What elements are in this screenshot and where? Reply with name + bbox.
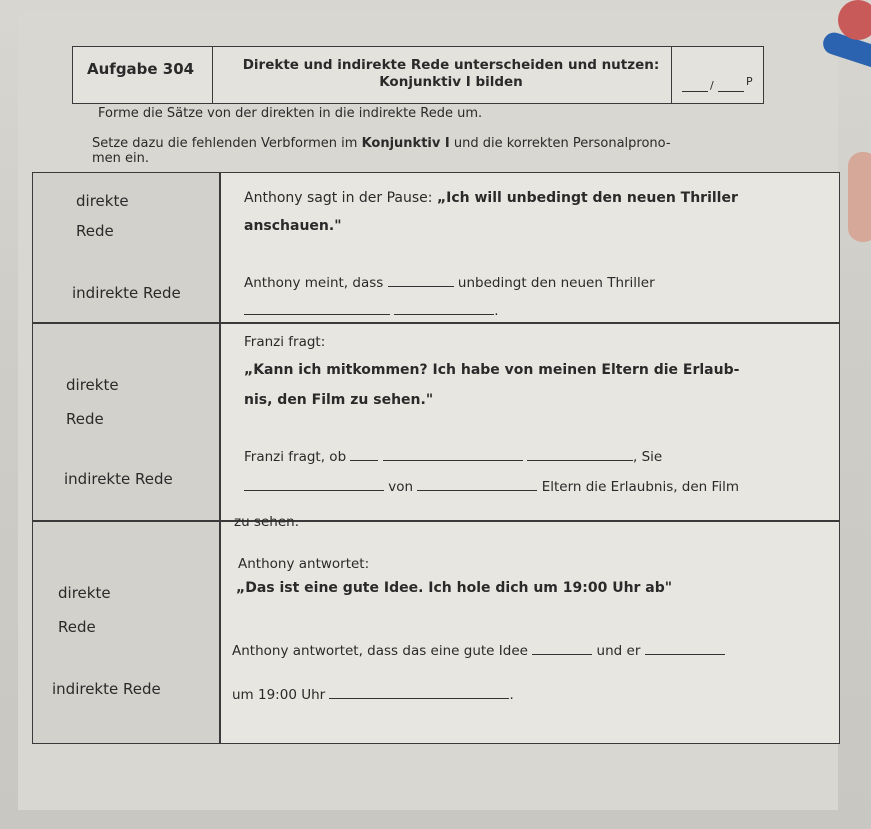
row1-speaker-intro: Anthony sagt in der Pause: (244, 190, 437, 206)
task-title-line1: Direkte und indirekte Rede unterscheiden und nutzen: (242, 57, 660, 73)
row2-indirect-part4: Eltern die Erlaubnis, den Film (541, 479, 739, 495)
row1-indirect-end: . (494, 303, 499, 319)
row3-indirect-end: . (509, 687, 514, 703)
row1-direct-label-2: Rede (76, 222, 114, 240)
row3-speaker-intro: Anthony antwortet: (238, 556, 370, 572)
instruction-line-2-suffix: und die korrekten Personalprono- (449, 136, 671, 151)
row2-indirect-part3: von (388, 479, 414, 495)
row1-indirect-sentence (244, 274, 655, 292)
row1-indirect-label: indirekte Rede (72, 284, 181, 302)
row2-pronoun-blank-2[interactable] (417, 478, 537, 491)
row3-indirect-line1 (232, 642, 725, 660)
row3-verb-blank-2[interactable] (645, 642, 725, 655)
row1-pronoun-blank[interactable] (388, 274, 454, 287)
row1-direct-sentence (244, 190, 738, 207)
row1-verb-blank-1[interactable] (244, 302, 390, 315)
row1-quote-line1: „Ich will unbedingt den neuen Thriller (436, 190, 738, 206)
row1-quote-line2: anschauen." (244, 218, 342, 234)
row2-direct-label: direkte (66, 376, 119, 394)
task-title-line2: Konjunktiv I bilden (379, 74, 523, 90)
row3-quote-line1: „Das ist eine gute Idee. Ich hole dich um 19:00 Uhr ab" (236, 580, 673, 596)
score-unit: P (746, 75, 753, 88)
label-column (32, 172, 220, 744)
task-title (231, 57, 671, 91)
row2-indirect-line2 (244, 478, 739, 496)
score-box (671, 47, 764, 103)
row3-verb-blank-1[interactable] (532, 642, 592, 655)
row3-indirect-part1: Anthony antwortet, dass das eine gute Idee (232, 643, 528, 659)
task-header (72, 46, 764, 104)
score-blank-total[interactable] (718, 91, 744, 92)
row-divider-2 (32, 520, 840, 522)
row3-indirect-part2: und er (596, 643, 641, 659)
row3-indirect-line2 (232, 686, 514, 704)
score-separator: / (710, 79, 714, 92)
score-blank-achieved[interactable] (682, 91, 708, 92)
row3-direct-label: direkte (58, 584, 111, 602)
instruction-block (92, 136, 832, 166)
row2-quote-line1: „Kann ich mitkommen? Ich habe von meinen Eltern die Erlaub- (244, 362, 740, 378)
row2-verb-blank-1[interactable] (383, 448, 523, 461)
row1-indirect-part1: Anthony meint, dass (244, 275, 384, 291)
instruction-line-3: men ein. (92, 151, 150, 166)
row2-indirect-part2: , Sie (633, 449, 663, 465)
row2-indirect-line3: zu sehen. (234, 514, 299, 530)
row3-direct-label-2: Rede (58, 618, 96, 636)
row3-indirect-part3: um 19:00 Uhr (232, 687, 326, 703)
row2-verb-blank-3[interactable] (244, 478, 384, 491)
instruction-line-2-prefix: Setze dazu die fehlenden Verbformen im (92, 136, 362, 151)
instruction-line-1: Forme die Sätze von der direkten in die indirekte Rede um. (98, 106, 483, 121)
row2-verb-blank-2[interactable] (527, 448, 633, 461)
row3-verb-blank-3[interactable] (329, 686, 509, 699)
instruction-line-2 (92, 136, 832, 151)
instruction-bold-term: Konjunktiv I (361, 136, 450, 151)
row1-indirect-part2: unbedingt den neuen Thriller (457, 275, 655, 291)
row2-quote-line2: nis, den Film zu sehen." (244, 392, 434, 408)
finger-top (838, 0, 871, 40)
row1-direct-label: direkte (76, 192, 129, 210)
row2-indirect-label: indirekte Rede (64, 470, 173, 488)
row2-speaker-intro: Franzi fragt: (244, 334, 326, 350)
row2-pronoun-blank-1[interactable] (350, 448, 378, 461)
finger-side (848, 152, 871, 242)
row2-indirect-line1 (244, 448, 662, 466)
row2-direct-label-2: Rede (66, 410, 104, 428)
row3-indirect-label: indirekte Rede (52, 680, 161, 698)
row1-verb-blank-2[interactable] (394, 302, 494, 315)
row-divider-1 (32, 322, 840, 324)
row2-indirect-part1: Franzi fragt, ob (244, 449, 347, 465)
row1-indirect-line2 (244, 302, 499, 320)
task-number: Aufgabe 304 (73, 47, 213, 103)
